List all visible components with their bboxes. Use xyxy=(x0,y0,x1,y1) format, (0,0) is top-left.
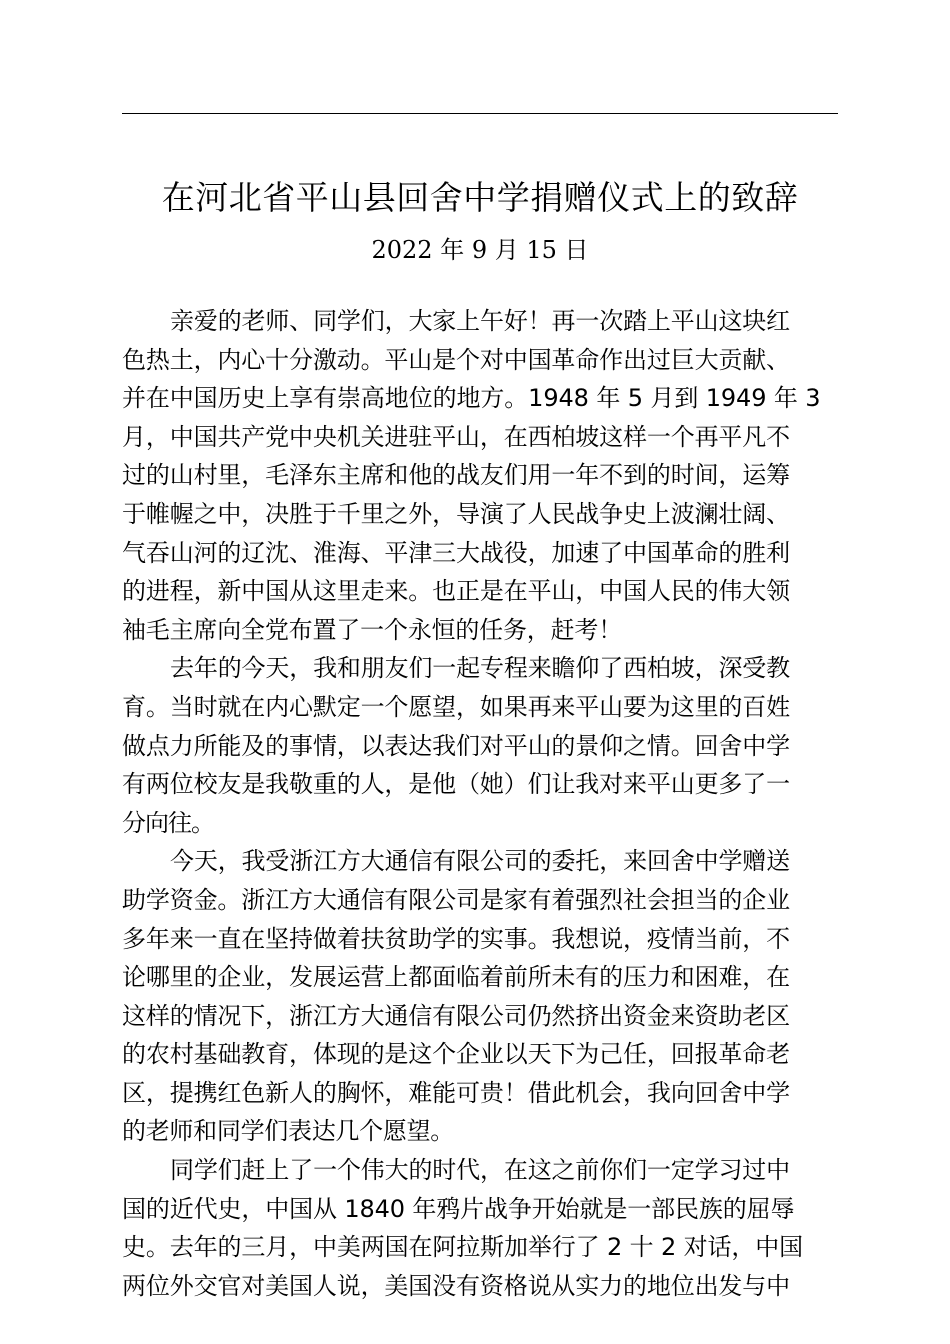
text-line: 于帷幄之中，决胜于千里之外，导演了人民战争史上波澜壮阔、 xyxy=(122,499,790,528)
text-line: 论哪里的企业，发展运营上都面临着前所未有的压力和困难，在 xyxy=(122,963,790,992)
text-line: 做点力所能及的事情，以表达我们对平山的景仰之情。回舍中学 xyxy=(122,731,790,760)
paragraph-3 xyxy=(122,842,842,1151)
text-line: 有两位校友是我敬重的人，是他（她）们让我对来平山更多了一 xyxy=(122,770,790,799)
text-line: 去年的今天，我和朋友们一起专程来瞻仰了西柏坡，深受教 xyxy=(170,654,790,683)
document-title: 在河北省平山县回舍中学捐赠仪式上的致辞 xyxy=(161,178,799,217)
text-line: 两位外交官对美国人说，美国没有资格说从实力的地位出发与中 xyxy=(122,1271,790,1300)
paragraph-1 xyxy=(122,302,842,649)
text-line: 这样的情况下，浙江方大通信有限公司仍然挤出资金来资助老区 xyxy=(122,1001,790,1030)
text-line: 色热土，内心十分激动。平山是个对中国革命作出过巨大贡献、 xyxy=(122,345,790,374)
text-line: 区，提携红色新人的胸怀，难能可贵！借此机会，我向回舍中学 xyxy=(122,1078,790,1107)
text-line: 的进程，新中国从这里走来。也正是在平山，中国人民的伟大领 xyxy=(122,577,790,606)
text-line: 袖毛主席向全党布置了一个永恒的任务，赶考！ xyxy=(122,615,622,644)
text-line: 并在中国历史上享有崇高地位的地方。1948 年 5 月到 1949 年 3 xyxy=(122,384,821,413)
text-line: 国的近代史，中国从 1840 年鸦片战争开始就是一部民族的屈辱 xyxy=(122,1194,795,1223)
text-line: 的农村基础教育，体现的是这个企业以天下为己任，回报革命老 xyxy=(122,1040,790,1069)
text-line: 助学资金。浙江方大通信有限公司是家有着强烈社会担当的企业 xyxy=(122,885,790,914)
text-line: 史。去年的三月，中美两国在阿拉斯加举行了 2 十 2 对话，中国 xyxy=(122,1233,804,1262)
text-line: 气吞山河的辽沈、淮海、平津三大战役，加速了中国革命的胜利 xyxy=(122,538,790,567)
text-line: 同学们赶上了一个伟大的时代，在这之前你们一定学习过中 xyxy=(170,1156,790,1185)
text-line: 的老师和同学们表达几个愿望。 xyxy=(122,1117,454,1146)
text-line: 分向往。 xyxy=(122,808,214,837)
text-line: 多年来一直在坚持做着扶贫助学的实事。我想说，疫情当前，不 xyxy=(122,924,790,953)
document-body xyxy=(122,302,842,1305)
paragraph-2 xyxy=(122,649,842,842)
document-date: 2022 年 9 月 15 日 xyxy=(371,236,589,264)
text-line: 亲爱的老师、同学们，大家上午好！再一次踏上平山这块红 xyxy=(170,307,790,335)
text-line: 育。当时就在内心默定一个愿望，如果再来平山要为这里的百姓 xyxy=(122,692,790,721)
text-line: 月，中国共产党中央机关进驻平山，在西柏坡这样一个再平凡不 xyxy=(122,422,790,451)
text-line: 今天，我受浙江方大通信有限公司的委托，来回舍中学赠送 xyxy=(170,847,790,876)
text-line: 过的山村里，毛泽东主席和他的战友们用一年不到的时间，运筹 xyxy=(122,461,790,490)
paragraph-4 xyxy=(122,1151,842,1305)
header-rule xyxy=(122,113,838,114)
